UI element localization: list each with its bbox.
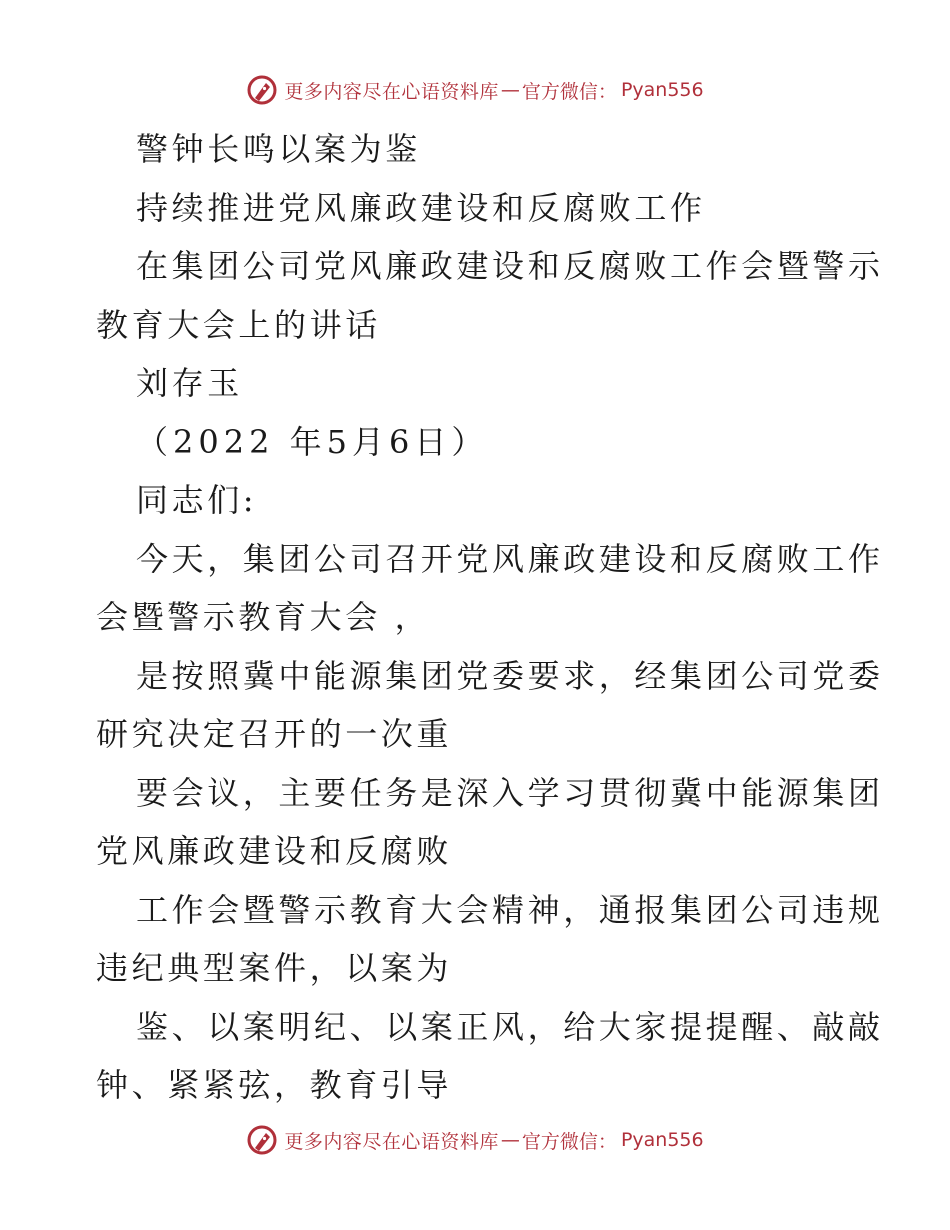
watermark-wechat-label: 官方微信： [521,1130,617,1153]
subtitle-line-2: 教育大会上的讲话 [96,305,381,344]
paragraph-line: 鉴、以案明纪、以案正风，给大家提提醒、敲敲 [136,1007,884,1046]
speech-date: （2022 年5月6日） [136,422,489,461]
paragraph-line: 党风廉政建设和反腐败 [96,832,453,870]
watermark-text: 更多内容尽在心语资料库 [284,80,499,103]
watermark-text: 更多内容尽在心语资料库 [284,1130,499,1153]
paragraph-line: 今天，集团公司召开党风廉政建设和反腐败工作 [136,539,884,578]
paragraph-line: 工作会暨警示教育大会精神，通报集团公司违规 [136,890,884,929]
paragraph-line: 会暨警示教育大会 ， [96,598,431,636]
watermark-dash: — [500,79,520,101]
title-line-1: 警钟长鸣以案为鉴 [136,130,421,168]
watermark-wechat-label: 官方微信： [521,80,617,103]
pen-nib-logo-icon [246,1124,278,1156]
watermark-wechat-id: Pyan556 [620,79,704,101]
author-name: 刘存玉 [136,364,243,402]
watermark-dash: — [500,1129,520,1151]
salutation: 同志们: [136,481,258,519]
paragraph-line: 要会议，主要任务是深入学习贯彻冀中能源集团 [136,773,884,812]
watermark-wechat-id: Pyan556 [620,1129,704,1151]
pen-nib-logo-icon [246,74,278,106]
document-body [0,120,950,1115]
watermark-footer [0,1124,950,1156]
paragraph-line: 钟、紧紧弦，教育引导 [96,1066,453,1104]
paragraph-line: 是按照冀中能源集团党委要求，经集团公司党委 [136,656,884,695]
paragraph-line: 研究决定召开的一次重 [96,715,453,753]
title-line-2: 持续推进党风廉政建设和反腐败工作 [136,188,706,227]
paragraph-line: 违纪典型案件，以案为 [96,949,453,987]
subtitle-line-1: 在集团公司党风廉政建设和反腐败工作会暨警示 [136,247,884,285]
watermark-header [0,74,950,106]
